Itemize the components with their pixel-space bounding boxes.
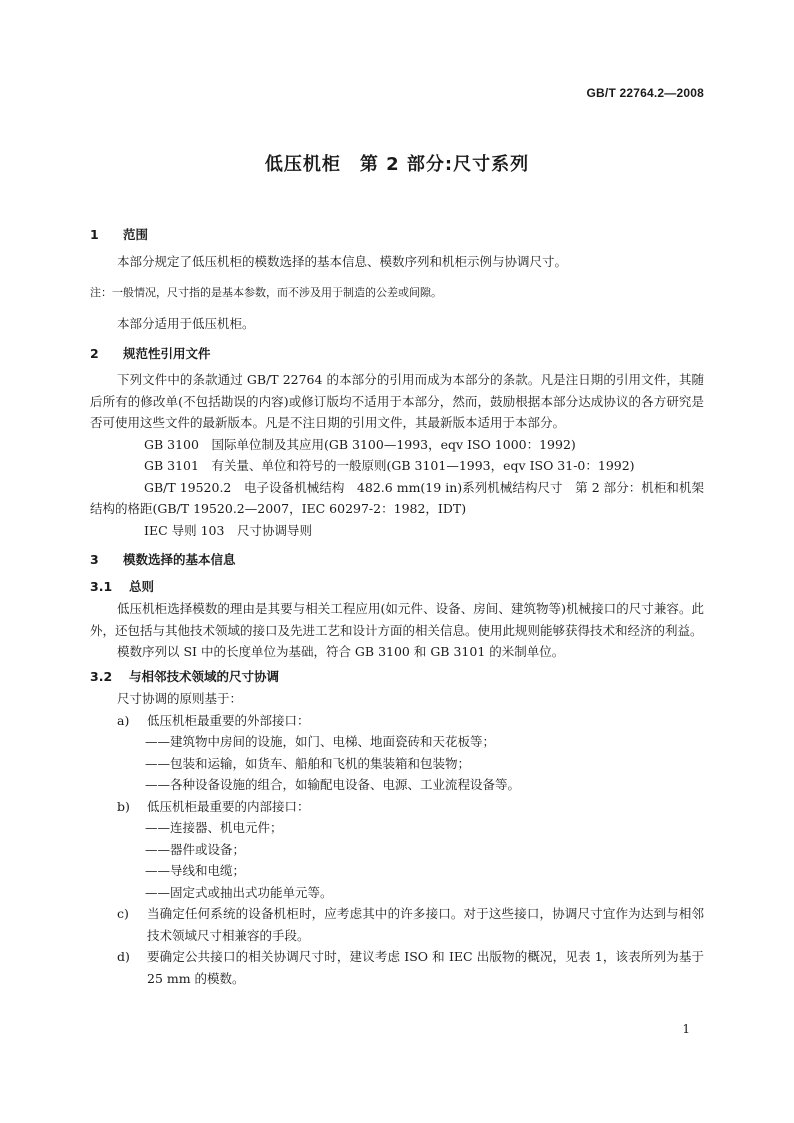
reference-item [90,434,704,456]
dash-item: ——各种设备设施的组合，如输配电设备、电源、工业流程设备等。 [145,777,521,792]
subsection-title: 与相邻技术领域的尺寸协调 [129,668,280,684]
dash-item: ——连接器、机电元件； [145,820,283,835]
document-body [90,216,704,989]
section-title: 范围 [123,227,149,242]
list-item-a [90,710,704,732]
reference-code: GB/T 19520.2 [144,479,232,495]
section-2-heading [90,343,704,365]
subsection-3-1-heading [90,576,704,598]
reference-item [90,455,704,477]
list-item-text: 要确定公共接口的相关协调尺寸时，建议考虑 ISO 和 IEC 出版物的概况，见表 1，该表所列为基于 25 mm 的模数。 [147,949,704,986]
note: 注：一般情况，尺寸指的是基本参数，而不涉及用于制造的公差或间隙。 [90,286,442,299]
list-marker: a) [117,712,130,728]
page-number: 1 [682,1022,690,1036]
paragraph: 模数序列以 SI 中的长度单位为基础，符合 GB 3100 和 GB 3101 的米制单位。 [117,644,565,659]
dash-item: ——建筑物中房间的设施，如门、电梯、地面瓷砖和天花板等； [145,734,496,749]
standard-code: GB/T 22764.2—2008 [586,86,704,100]
subsection-title: 总则 [129,578,155,594]
dash-item: ——器件或设备； [145,841,246,857]
paragraph: 低压机柜选择模数的理由是其要与相关工程应用(如元件、设备、房间、建筑物等)机械接口的尺寸兼容。此外，还包括与其他技术领域的接口及先进工艺和设计方面的相关信息。使用此规则能够获得技术和经济的利益。 [90,601,704,638]
reference-text: 尺寸协调导则 [236,522,312,538]
section-number: 2 [90,345,99,361]
paragraph: 尺寸协调的原则基于： [117,691,243,706]
subsection-3-2-heading [90,666,704,688]
paragraph: 本部分适用于低压机柜。 [117,316,255,331]
section-title: 规范性引用文件 [123,345,211,361]
paragraph: 本部分规定了低压机柜的模数选择的基本信息、模数序列和机柜示例与协调尺寸。 [117,253,568,269]
section-number: 1 [90,227,99,242]
list-item-text: 低压机柜最重要的外部接口： [147,712,310,728]
reference-code: GB 3101 [144,458,199,473]
paragraph: 下列文件中的条款通过 GB/T 22764 的本部分的引用而成为本部分的条款。凡是注日期的引用文件，其随后所有的修改单(不包括勘误的内容)或修订版均不适用于本部分，然而，鼓励根据本部分达成协议的各方研究是否可使用这些文件的最新版本。凡是不注日期的引用文件，其最新版本适用于本部分。 [90,372,704,430]
list-item-text: 当确定任何系统的设备机柜时，应考虑其中的许多接口。对于这些接口，协调尺寸宜作为达到与相邻技术领域尺寸相兼容的手段。 [147,906,704,943]
reference-code: GB 3100 [144,436,199,452]
reference-text: 有关量、单位和符号的一般原则(GB 3101—1993，eqv ISO 31-0：1992) [211,458,635,473]
list-item-d [90,946,704,989]
dash-item: ——固定式或抽出式功能单元等。 [145,884,333,900]
reference-item [90,477,704,520]
list-item-b [90,796,704,818]
list-item-c [90,903,704,946]
list-item-text: 低压机柜最重要的内部接口： [147,798,310,814]
reference-text: 电子设备机械结构 482.6 mm(19 in)系列机械结构尺寸 第 2 部分：机柜和机架结构的格距(GB/T 19520.2—2007，IEC 60297-2：1982，IDT) [90,479,704,516]
list-marker: b) [117,798,130,814]
reference-text: 国际单位制及其应用(GB 3100—1993，eqv ISO 1000：1992) [211,436,576,452]
section-number: 3 [90,552,99,567]
section-3-heading [90,549,704,571]
subsection-number: 3.2 [90,668,113,684]
section-1-heading [90,224,704,246]
subsection-number: 3.1 [90,578,113,594]
section-title: 模数选择的基本信息 [123,552,236,567]
dash-item: ——导线和电缆； [145,863,246,878]
list-marker: d) [117,949,130,964]
dash-item: ——包装和运输，如货车、船舶和飞机的集装箱和包装物； [145,755,471,771]
reference-code: IEC 导则 103 [144,522,225,538]
reference-item [90,520,704,542]
document-title: 低压机柜 第 2 部分:尺寸系列 [264,154,530,175]
list-marker: c) [117,906,129,921]
